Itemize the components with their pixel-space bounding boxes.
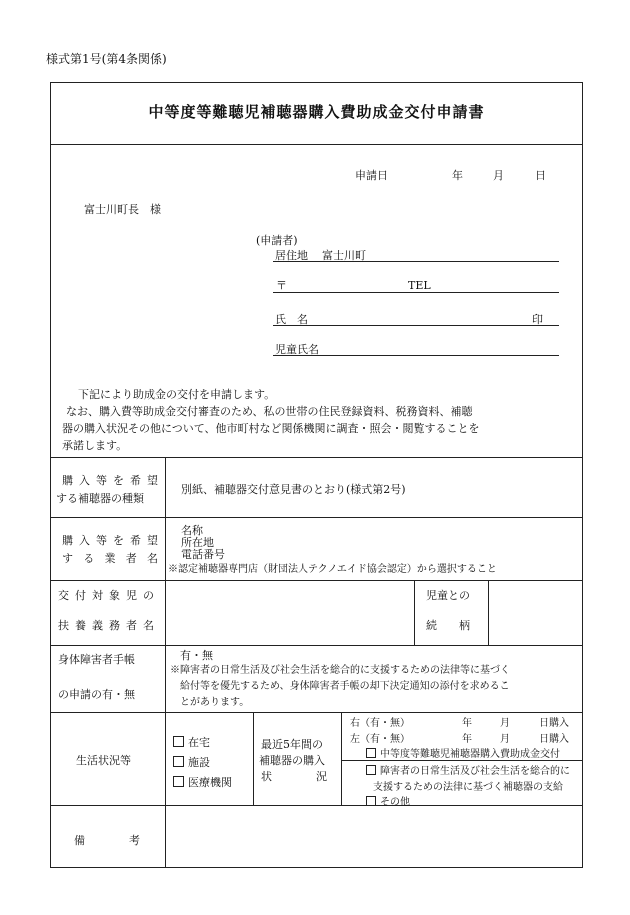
label-column-divider — [165, 457, 166, 868]
left-ear-day: 日購入 — [539, 734, 569, 745]
divider-guardian — [50, 580, 583, 581]
statement-line-2: なお、購入費等助成金交付審査のため、私の世帯の住民登録資料、税務資料、補聴 — [66, 405, 473, 418]
history-label-2: 補聴器の購入 — [259, 754, 325, 767]
living-label: 生活状況等 — [76, 754, 131, 767]
form-number: 様式第1号(第4条関係) — [46, 52, 167, 66]
guardian-label-2: 扶養義務者名 — [58, 619, 154, 632]
source-option-subsidy-label: 中等度等難聴児補聴器購入費助成金交付 — [380, 749, 560, 760]
divider-device — [50, 457, 583, 458]
handbook-label-1: 身体障害者手帳 — [58, 653, 135, 666]
divider-vendor — [50, 517, 583, 518]
device-value: 別紙、補聴器交付意見書のとおり(様式第2号) — [181, 483, 406, 496]
divider-living — [50, 712, 583, 713]
source-option-other[interactable] — [366, 793, 410, 808]
left-ear-label: 左（有・無） — [350, 734, 410, 745]
source-option-law-cont: 支援するための法律に基づく補聴器の支給 — [373, 782, 563, 793]
history-label-1: 最近5年間の — [261, 738, 323, 751]
statement-line-3: 器の購入状況その他について、他市町村など関係機関に調査・照会・閲覧することを — [62, 422, 480, 435]
date-month: 月 — [493, 169, 504, 182]
vendor-field-name: 名称 — [181, 524, 203, 537]
left-ear-month: 月 — [500, 734, 510, 745]
addressee: 富士川町長 様 — [84, 203, 161, 216]
checkbox-source-other[interactable] — [366, 796, 376, 806]
vendor-field-phone: 電話番号 — [181, 548, 225, 561]
relation-divider-right — [488, 580, 489, 645]
handbook-choice: 有・無 — [180, 649, 213, 662]
postal-underline — [273, 292, 559, 293]
name-underline — [273, 325, 559, 326]
divider-remarks — [50, 805, 583, 806]
device-label-1: 購入等を希望 — [62, 474, 158, 487]
date-day: 日 — [535, 169, 546, 182]
checkbox-medical[interactable] — [173, 776, 184, 787]
handbook-label-2: の申請の有・無 — [58, 688, 135, 701]
divider-title — [50, 144, 583, 145]
relation-label-2: 続 柄 — [426, 619, 470, 632]
address-underline — [273, 261, 559, 262]
checkbox-facility[interactable] — [173, 756, 184, 767]
history-label-3: 状 況 — [261, 770, 327, 783]
device-label-2: する補聴器の種類 — [56, 492, 144, 505]
guardian-label-1: 交付対象児の — [58, 589, 154, 602]
checkbox-home[interactable] — [173, 736, 184, 747]
seal-mark: 印 — [532, 313, 543, 326]
name-label: 氏 名 — [275, 313, 308, 326]
applicant-heading: (申請者) — [256, 234, 298, 247]
right-ear-month: 月 — [500, 718, 510, 729]
source-option-subsidy[interactable] — [366, 745, 560, 760]
vendor-field-address: 所在地 — [181, 536, 214, 549]
right-ear-year: 年 — [462, 718, 472, 729]
divider-history-inner — [341, 760, 583, 761]
vendor-note: ※認定補聴器専門店（財団法人テクノエイド協会認定）から選択すること — [168, 564, 497, 575]
living-option-medical-label: 医療機関 — [188, 776, 232, 789]
date-year: 年 — [452, 169, 463, 182]
right-ear-label: 右（有・無） — [350, 718, 410, 729]
statement-line-1: 下記により助成金の交付を申請します。 — [78, 388, 276, 401]
living-divider-1 — [253, 712, 254, 805]
relation-divider-left — [414, 580, 415, 645]
address-label: 居住地 — [275, 249, 308, 262]
postal-mark: 〒 — [276, 279, 287, 292]
vendor-label-2: する業者名 — [62, 552, 158, 565]
left-ear-year: 年 — [462, 734, 472, 745]
source-option-law[interactable] — [366, 762, 570, 777]
relation-label-1: 児童との — [426, 589, 470, 602]
source-option-other-label: その他 — [380, 797, 410, 808]
living-option-medical[interactable] — [173, 774, 232, 790]
child-name-underline — [273, 355, 559, 356]
address-value: 富士川町 — [322, 249, 366, 262]
statement-line-4: 承諾します。 — [62, 439, 128, 452]
divider-handbook — [50, 645, 583, 646]
date-label: 申請日 — [355, 169, 388, 182]
vendor-label-1: 購入等を希望 — [62, 534, 158, 547]
living-divider-2 — [341, 712, 342, 805]
handbook-note-1: ※障害者の日常生活及び社会生活を総合的に支援するための法律等に基づく — [170, 665, 510, 676]
handbook-note-2: 給付等を優先するため、身体障害者手帳の却下決定通知の添付を求めるこ — [180, 681, 510, 692]
checkbox-source-subsidy[interactable] — [366, 748, 376, 758]
living-option-home-label: 在宅 — [188, 736, 210, 749]
tel-label: TEL — [408, 279, 431, 292]
remarks-label: 備 考 — [74, 834, 140, 847]
right-ear-day: 日購入 — [539, 718, 569, 729]
child-name-label: 児童氏名 — [275, 343, 319, 356]
form-title: 中等度等難聴児補聴器購入費助成金交付申請書 — [148, 103, 485, 121]
handbook-note-3: とがあります。 — [180, 697, 250, 708]
checkbox-source-law[interactable] — [366, 765, 376, 775]
living-option-home[interactable] — [173, 734, 210, 750]
source-option-law-label: 障害者の日常生活及び社会生活を総合的に — [380, 766, 570, 777]
living-option-facility[interactable] — [173, 754, 210, 770]
living-option-facility-label: 施設 — [188, 756, 210, 769]
